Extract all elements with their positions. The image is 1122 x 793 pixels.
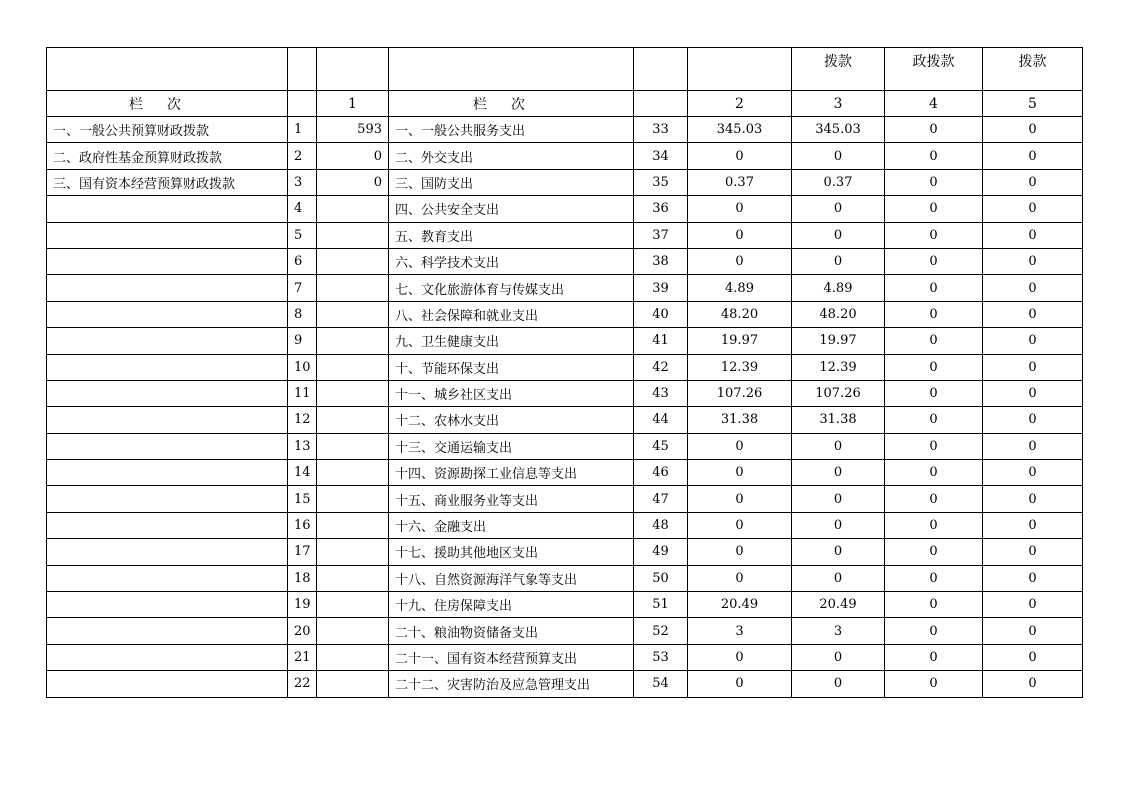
col2-value-cell: 345.03 xyxy=(688,117,792,143)
income-no-cell: 18 xyxy=(288,565,317,591)
col2-label: 2 xyxy=(688,91,792,117)
income-value-cell xyxy=(317,196,389,222)
table-row xyxy=(47,512,1083,538)
col5-value-cell: 0 xyxy=(983,275,1083,301)
col3-value-cell: 345.03 xyxy=(792,117,885,143)
expense-name-cell: 十六、金融支出 xyxy=(389,512,634,538)
col2-value-cell: 0 xyxy=(688,539,792,565)
table-row xyxy=(47,565,1083,591)
income-no-cell: 16 xyxy=(288,512,317,538)
header-col5: 拨款 xyxy=(983,48,1083,91)
col4-value-cell: 0 xyxy=(885,565,983,591)
col5-value-cell: 0 xyxy=(983,222,1083,248)
col5-value-cell: 0 xyxy=(983,618,1083,644)
income-value-cell xyxy=(317,592,389,618)
col5-value-cell: 0 xyxy=(983,565,1083,591)
income-value-cell xyxy=(317,328,389,354)
income-no-cell: 4 xyxy=(288,196,317,222)
col5-value-cell: 0 xyxy=(983,169,1083,195)
expense-name-cell: 十四、资源勘探工业信息等支出 xyxy=(389,460,634,486)
header-cell xyxy=(389,48,634,91)
income-no-cell: 15 xyxy=(288,486,317,512)
col5-label: 5 xyxy=(983,91,1083,117)
col3-value-cell: 0 xyxy=(792,433,885,459)
col3-value-cell: 20.49 xyxy=(792,592,885,618)
income-name-cell xyxy=(47,671,288,697)
col4-value-cell: 0 xyxy=(885,117,983,143)
expense-name-cell: 十八、自然资源海洋气象等支出 xyxy=(389,565,634,591)
col2-value-cell: 0 xyxy=(688,512,792,538)
col4-value-cell: 0 xyxy=(885,143,983,169)
col3-value-cell: 0 xyxy=(792,644,885,670)
col3-value-cell: 0 xyxy=(792,248,885,274)
expense-no-cell: 42 xyxy=(634,354,688,380)
col3-value-cell: 0 xyxy=(792,539,885,565)
col4-value-cell: 0 xyxy=(885,539,983,565)
header-cell xyxy=(47,48,288,91)
col5-value-cell: 0 xyxy=(983,117,1083,143)
col3-value-cell: 0 xyxy=(792,196,885,222)
income-no-cell: 9 xyxy=(288,328,317,354)
income-value-cell xyxy=(317,354,389,380)
header-col3: 拨款 xyxy=(792,48,885,91)
income-name-cell xyxy=(47,565,288,591)
col3-value-cell: 4.89 xyxy=(792,275,885,301)
col3-value-cell: 0 xyxy=(792,565,885,591)
income-name-cell xyxy=(47,460,288,486)
table-row xyxy=(47,644,1083,670)
col4-value-cell: 0 xyxy=(885,222,983,248)
income-no-cell: 20 xyxy=(288,618,317,644)
col3-value-cell: 0 xyxy=(792,143,885,169)
col4-value-cell: 0 xyxy=(885,486,983,512)
expense-no-cell: 46 xyxy=(634,460,688,486)
income-value-cell xyxy=(317,671,389,697)
table-row xyxy=(47,433,1083,459)
col4-value-cell: 0 xyxy=(885,169,983,195)
table-row xyxy=(47,592,1083,618)
expense-name-cell: 三、国防支出 xyxy=(389,169,634,195)
income-name-cell xyxy=(47,380,288,406)
col2-value-cell: 0 xyxy=(688,248,792,274)
col4-label: 4 xyxy=(885,91,983,117)
expense-name-cell: 四、公共安全支出 xyxy=(389,196,634,222)
col5-value-cell: 0 xyxy=(983,380,1083,406)
expense-name-cell: 一、一般公共服务支出 xyxy=(389,117,634,143)
col3-value-cell: 12.39 xyxy=(792,354,885,380)
income-no-cell: 1 xyxy=(288,117,317,143)
expense-name-cell: 九、卫生健康支出 xyxy=(389,328,634,354)
expense-name-cell: 十三、交通运输支出 xyxy=(389,433,634,459)
col2-value-cell: 0 xyxy=(688,196,792,222)
col2-value-cell: 31.38 xyxy=(688,407,792,433)
income-no-cell: 2 xyxy=(288,143,317,169)
expense-name-cell: 二十、粮油物资储备支出 xyxy=(389,618,634,644)
col4-value-cell: 0 xyxy=(885,248,983,274)
income-value-cell xyxy=(317,618,389,644)
table-row xyxy=(47,486,1083,512)
income-value-cell xyxy=(317,222,389,248)
col5-value-cell: 0 xyxy=(983,592,1083,618)
expense-name-cell: 二十一、国有资本经营预算支出 xyxy=(389,644,634,670)
income-no-cell: 13 xyxy=(288,433,317,459)
header-cell xyxy=(288,91,317,117)
col2-value-cell: 3 xyxy=(688,618,792,644)
expense-no-cell: 54 xyxy=(634,671,688,697)
col5-value-cell: 0 xyxy=(983,512,1083,538)
expense-name-cell: 五、教育支出 xyxy=(389,222,634,248)
col5-value-cell: 0 xyxy=(983,196,1083,222)
income-no-cell: 6 xyxy=(288,248,317,274)
income-value-cell: 0 xyxy=(317,143,389,169)
income-no-cell: 21 xyxy=(288,644,317,670)
income-value-cell xyxy=(317,433,389,459)
expense-no-cell: 50 xyxy=(634,565,688,591)
col5-value-cell: 0 xyxy=(983,433,1083,459)
col5-value-cell: 0 xyxy=(983,407,1083,433)
income-no-cell: 22 xyxy=(288,671,317,697)
income-value-cell: 593 xyxy=(317,117,389,143)
header-row-top xyxy=(47,48,1083,91)
expense-no-cell: 43 xyxy=(634,380,688,406)
income-no-cell: 17 xyxy=(288,539,317,565)
expense-no-cell: 39 xyxy=(634,275,688,301)
expense-no-cell: 52 xyxy=(634,618,688,644)
header-col4: 政拨款 xyxy=(885,48,983,91)
col5-value-cell: 0 xyxy=(983,143,1083,169)
header-cell xyxy=(688,48,792,91)
col4-value-cell: 0 xyxy=(885,592,983,618)
table-row xyxy=(47,275,1083,301)
expense-no-cell: 49 xyxy=(634,539,688,565)
col2-value-cell: 19.97 xyxy=(688,328,792,354)
col5-value-cell: 0 xyxy=(983,486,1083,512)
expense-no-cell: 34 xyxy=(634,143,688,169)
col4-value-cell: 0 xyxy=(885,301,983,327)
col2-value-cell: 0.37 xyxy=(688,169,792,195)
col5-value-cell: 0 xyxy=(983,248,1083,274)
header-cell xyxy=(317,48,389,91)
expense-name-cell: 八、社会保障和就业支出 xyxy=(389,301,634,327)
income-name-cell xyxy=(47,354,288,380)
expense-name-cell: 十二、农林水支出 xyxy=(389,407,634,433)
col5-value-cell: 0 xyxy=(983,671,1083,697)
table-row xyxy=(47,671,1083,697)
income-value-cell xyxy=(317,539,389,565)
col4-value-cell: 0 xyxy=(885,328,983,354)
expense-no-cell: 33 xyxy=(634,117,688,143)
table-row xyxy=(47,460,1083,486)
col2-value-cell: 0 xyxy=(688,143,792,169)
income-name-cell xyxy=(47,222,288,248)
income-no-cell: 3 xyxy=(288,169,317,195)
col4-value-cell: 0 xyxy=(885,618,983,644)
col2-value-cell: 107.26 xyxy=(688,380,792,406)
expense-name-cell: 二十二、灾害防治及应急管理支出 xyxy=(389,671,634,697)
col5-value-cell: 0 xyxy=(983,328,1083,354)
income-name-cell xyxy=(47,592,288,618)
table-row xyxy=(47,539,1083,565)
table-row xyxy=(47,117,1083,143)
col2-value-cell: 48.20 xyxy=(688,301,792,327)
income-value-cell xyxy=(317,512,389,538)
income-value-cell xyxy=(317,301,389,327)
col3-value-cell: 0 xyxy=(792,486,885,512)
income-name-cell xyxy=(47,433,288,459)
budget-table xyxy=(46,47,1083,698)
expense-no-cell: 41 xyxy=(634,328,688,354)
income-name-cell xyxy=(47,539,288,565)
col3-value-cell: 0 xyxy=(792,671,885,697)
col4-value-cell: 0 xyxy=(885,196,983,222)
income-no-cell: 14 xyxy=(288,460,317,486)
income-no-cell: 12 xyxy=(288,407,317,433)
header-cell xyxy=(634,48,688,91)
table-row xyxy=(47,248,1083,274)
col4-value-cell: 0 xyxy=(885,407,983,433)
income-value-cell xyxy=(317,407,389,433)
col3-label: 3 xyxy=(792,91,885,117)
col2-value-cell: 0 xyxy=(688,222,792,248)
expense-no-cell: 53 xyxy=(634,644,688,670)
table-row xyxy=(47,196,1083,222)
income-name-cell xyxy=(47,486,288,512)
expense-no-cell: 51 xyxy=(634,592,688,618)
income-name-cell xyxy=(47,301,288,327)
col1-label: 1 xyxy=(317,91,389,117)
expense-name-cell: 二、外交支出 xyxy=(389,143,634,169)
col3-value-cell: 19.97 xyxy=(792,328,885,354)
col2-value-cell: 0 xyxy=(688,671,792,697)
col3-value-cell: 3 xyxy=(792,618,885,644)
col2-value-cell: 20.49 xyxy=(688,592,792,618)
income-value-cell xyxy=(317,460,389,486)
col3-value-cell: 0.37 xyxy=(792,169,885,195)
income-value-cell xyxy=(317,565,389,591)
expense-name-cell: 七、文化旅游体育与传媒支出 xyxy=(389,275,634,301)
col4-value-cell: 0 xyxy=(885,354,983,380)
header-cell xyxy=(288,48,317,91)
col2-value-cell: 0 xyxy=(688,433,792,459)
col3-value-cell: 0 xyxy=(792,460,885,486)
col4-value-cell: 0 xyxy=(885,512,983,538)
income-name-cell xyxy=(47,618,288,644)
table-row xyxy=(47,222,1083,248)
col2-value-cell: 12.39 xyxy=(688,354,792,380)
income-value-cell xyxy=(317,486,389,512)
income-value-cell xyxy=(317,380,389,406)
col4-value-cell: 0 xyxy=(885,460,983,486)
col5-value-cell: 0 xyxy=(983,301,1083,327)
col3-value-cell: 0 xyxy=(792,512,885,538)
col4-value-cell: 0 xyxy=(885,433,983,459)
income-value-cell xyxy=(317,644,389,670)
table-row xyxy=(47,354,1083,380)
income-name-cell: 一、一般公共预算财政拨款 xyxy=(47,117,288,143)
income-name-cell xyxy=(47,196,288,222)
income-name-cell xyxy=(47,275,288,301)
expense-name-cell: 十九、住房保障支出 xyxy=(389,592,634,618)
col2-value-cell: 4.89 xyxy=(688,275,792,301)
table-row xyxy=(47,143,1083,169)
income-name-cell xyxy=(47,328,288,354)
col2-value-cell: 0 xyxy=(688,460,792,486)
col2-value-cell: 0 xyxy=(688,644,792,670)
col5-value-cell: 0 xyxy=(983,460,1083,486)
income-no-cell: 10 xyxy=(288,354,317,380)
table-row xyxy=(47,301,1083,327)
income-value-cell xyxy=(317,275,389,301)
col4-value-cell: 0 xyxy=(885,380,983,406)
expense-name-cell: 十五、商业服务业等支出 xyxy=(389,486,634,512)
income-value-cell: 0 xyxy=(317,169,389,195)
income-name-cell xyxy=(47,407,288,433)
expense-name-cell: 十一、城乡社区支出 xyxy=(389,380,634,406)
col3-value-cell: 48.20 xyxy=(792,301,885,327)
income-value-cell xyxy=(317,248,389,274)
col5-value-cell: 0 xyxy=(983,539,1083,565)
table-row xyxy=(47,380,1083,406)
header-cell xyxy=(634,91,688,117)
header-row-sub xyxy=(47,91,1083,117)
expense-no-cell: 44 xyxy=(634,407,688,433)
table-row xyxy=(47,407,1083,433)
expense-no-cell: 36 xyxy=(634,196,688,222)
expense-name-cell: 十七、援助其他地区支出 xyxy=(389,539,634,565)
col3-value-cell: 31.38 xyxy=(792,407,885,433)
expense-no-cell: 48 xyxy=(634,512,688,538)
income-name-cell: 三、国有资本经营预算财政拨款 xyxy=(47,169,288,195)
col3-value-cell: 107.26 xyxy=(792,380,885,406)
expense-no-cell: 35 xyxy=(634,169,688,195)
expense-no-cell: 45 xyxy=(634,433,688,459)
income-name-cell xyxy=(47,248,288,274)
col4-value-cell: 0 xyxy=(885,671,983,697)
expense-no-cell: 38 xyxy=(634,248,688,274)
income-name-cell: 二、政府性基金预算财政拨款 xyxy=(47,143,288,169)
col5-value-cell: 0 xyxy=(983,354,1083,380)
income-no-cell: 11 xyxy=(288,380,317,406)
table-row xyxy=(47,169,1083,195)
expense-name-cell: 十、节能环保支出 xyxy=(389,354,634,380)
income-no-cell: 5 xyxy=(288,222,317,248)
col2-value-cell: 0 xyxy=(688,486,792,512)
right-column-label: 栏次 xyxy=(389,91,634,117)
table-row xyxy=(47,328,1083,354)
col4-value-cell: 0 xyxy=(885,644,983,670)
expense-name-cell: 六、科学技术支出 xyxy=(389,248,634,274)
col2-value-cell: 0 xyxy=(688,565,792,591)
table-row xyxy=(47,618,1083,644)
expense-no-cell: 40 xyxy=(634,301,688,327)
income-no-cell: 7 xyxy=(288,275,317,301)
col5-value-cell: 0 xyxy=(983,644,1083,670)
expense-no-cell: 47 xyxy=(634,486,688,512)
income-no-cell: 8 xyxy=(288,301,317,327)
income-name-cell xyxy=(47,644,288,670)
expense-no-cell: 37 xyxy=(634,222,688,248)
left-column-label: 栏次 xyxy=(47,91,288,117)
income-name-cell xyxy=(47,512,288,538)
income-no-cell: 19 xyxy=(288,592,317,618)
col3-value-cell: 0 xyxy=(792,222,885,248)
col4-value-cell: 0 xyxy=(885,275,983,301)
